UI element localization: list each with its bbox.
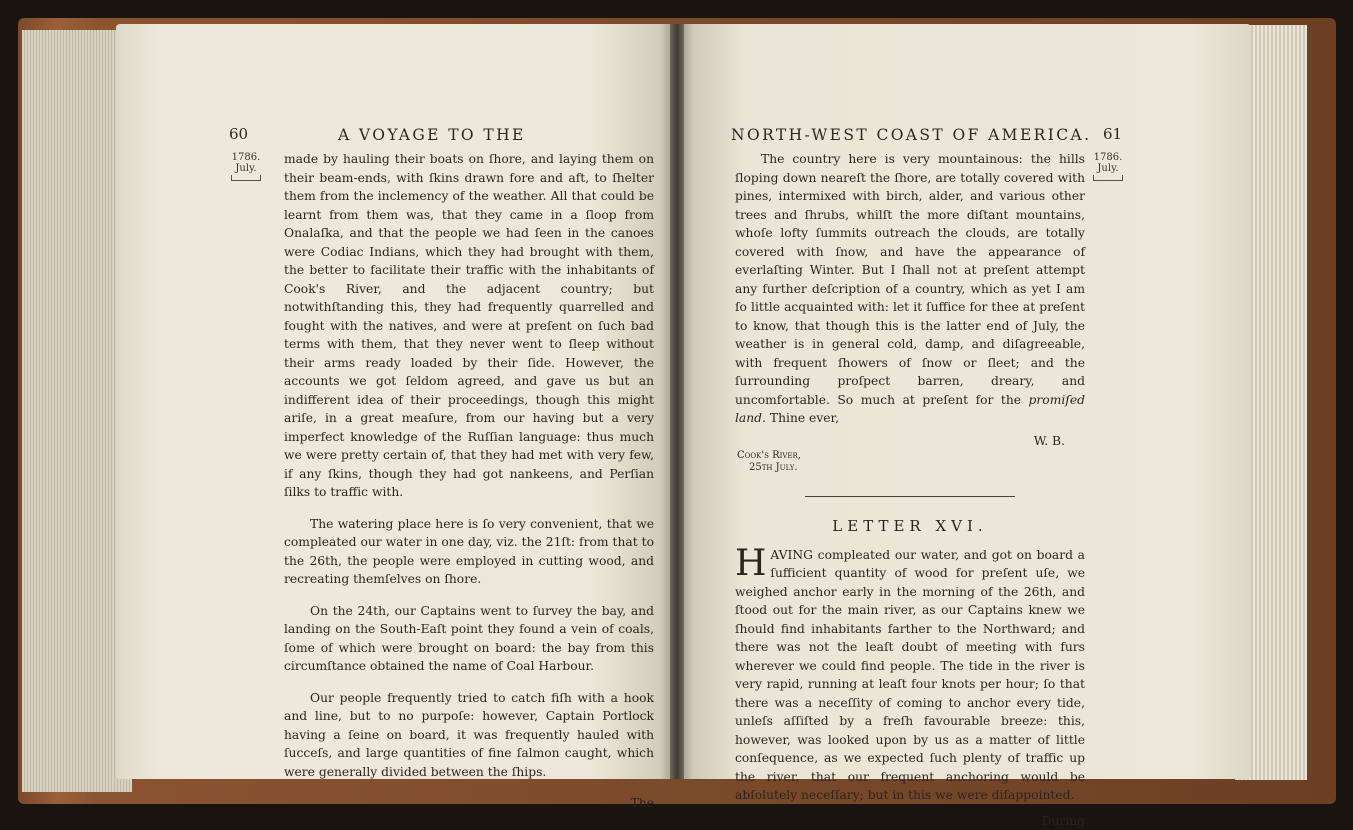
margin-year: 1786.: [1093, 152, 1123, 163]
left-page-number: 60: [229, 125, 248, 143]
book-gutter: [670, 24, 684, 779]
place-name: Cook's River,: [737, 450, 801, 461]
margin-month: July.: [231, 163, 261, 174]
letter-heading: LETTER XVI.: [735, 517, 1085, 536]
right-running-head: NORTH-WEST COAST OF AMERICA.: [731, 126, 1091, 144]
right-text-block: [735, 150, 1085, 830]
left-text-block: [284, 150, 654, 813]
promised-land-text: promiſed land.: [735, 393, 1085, 426]
drop-cap: H: [735, 547, 766, 581]
right-catchword: During: [735, 812, 1085, 830]
margin-brace: [1093, 175, 1123, 181]
letter-paragraph: [735, 546, 1085, 805]
margin-brace: [231, 175, 261, 181]
margin-year: 1786.: [231, 152, 261, 163]
letter-place-date: [737, 450, 1085, 474]
left-paragraph-1: made by hauling their boats on ſhore, and laying them on their beam-ends, with ſkins drawn fore and aft, to ſhelter them from the inclemency of the weather. All that could be learnt from them was, that they came in a ſloop from Onalaſka, and that the people we had ſeen in the canoes were Codiac Indians, which they had brought with them, the better to facilitate their traffic with the inhabitants of Cook's River, and the adjacent country; but notwithſtanding this, they had frequently quarrelled and fought with the natives, and were at preſent on ſuch bad terms with them, that they never went to ſleep without their arms ready loaded by their ſide. However, the accounts we got ſeldom agreed, and gave us but an indifferent idea of their proceedings, though this might ariſe, in a great meaſure, from our having but a very imperfect knowledge of the Ruſſian language: thus much we were pretty certain of, that they had met with very few, if any ſkins, though they had got nankeens, and Perſian ſilks to traffic with.: [284, 150, 654, 502]
letter-text: AVING compleated our water, and got on board a ſufficient quantity of wood for preſent uſe, we weighed anchor early in the morning of the 26th, and ſtood out for the main river, as our Captains knew we ſhould find inhabitants farther to the Northward; and there was not the leaſt doubt of meeting with furs wherever we could find people. The tide in the river is very rapid, running at leaſt four knots per hour; ſo that there was a neceſſity of coming to anchor every tide, unleſs aſſiſted by a freſh favourable breeze: this, however, was looked upon by us as a matter of little conſequence, as we expected ſuch plenty of traffic up the river, that our frequent anchoring would be abſolutely neceſſary; but in this we were diſappointed.: [735, 548, 1085, 803]
closing-text: Thine ever,: [770, 411, 839, 425]
section-rule: [805, 496, 1015, 497]
right-page-number: 61: [1103, 125, 1122, 143]
right-margin-date: [1093, 152, 1123, 181]
place-date: 25th July.: [737, 462, 1085, 474]
left-paragraph-2: The watering place here is ſo very convenient, that we compleated our water in one day, viz. the 21ſt: from that to the 26th, the people were employed in cutting wood, and recreating themſelves on ſhore.: [284, 515, 654, 589]
left-running-head: A VOYAGE TO THE: [338, 126, 526, 144]
right-paragraph-text: The country here is very mountainous: the hills ſloping down neareſt the ſhore, are totally covered with pines, intermixed with birch, alder, and various other trees and ſhrubs, whilſt the more diſtant mountains, whoſe lofty ſummits outreach the clouds, are totally covered with ſnow, and have the appearance of everlaſting Winter. But I ſhall not at preſent attempt any further deſcription of a country, which as yet I am ſo little acquainted with: let it ſuffice for thee at preſent to know, that though this is the latter end of July, the weather is in general cold, damp, and diſagreeable, with frequent ſhowers of ſnow or ſleet; and the ſurrounding proſpect barren, dreary, and uncomfortable. So much at preſent for the: [735, 152, 1085, 407]
letter-signature: W. B.: [735, 432, 1065, 451]
left-paragraph-4: Our people frequently tried to catch fiſh with a hook and line, but to no purpoſe: however, Captain Portlock having a ſeine on board, it was frequently hauled with ſucceſs, and large quantities of fine ſalmon caught, which were generally divided between the ſhips.: [284, 689, 654, 782]
right-paragraph-1: [735, 150, 1085, 428]
left-catchword: The: [284, 794, 654, 813]
left-margin-date: [231, 152, 261, 181]
left-paragraph-3: On the 24th, our Captains went to ſurvey the bay, and landing on the South-Eaſt point they found a vein of coals, ſome of which were brought on board: the bay from this circumſtance obtained the name of Coal Harbour.: [284, 602, 654, 676]
margin-month: July.: [1093, 163, 1123, 174]
